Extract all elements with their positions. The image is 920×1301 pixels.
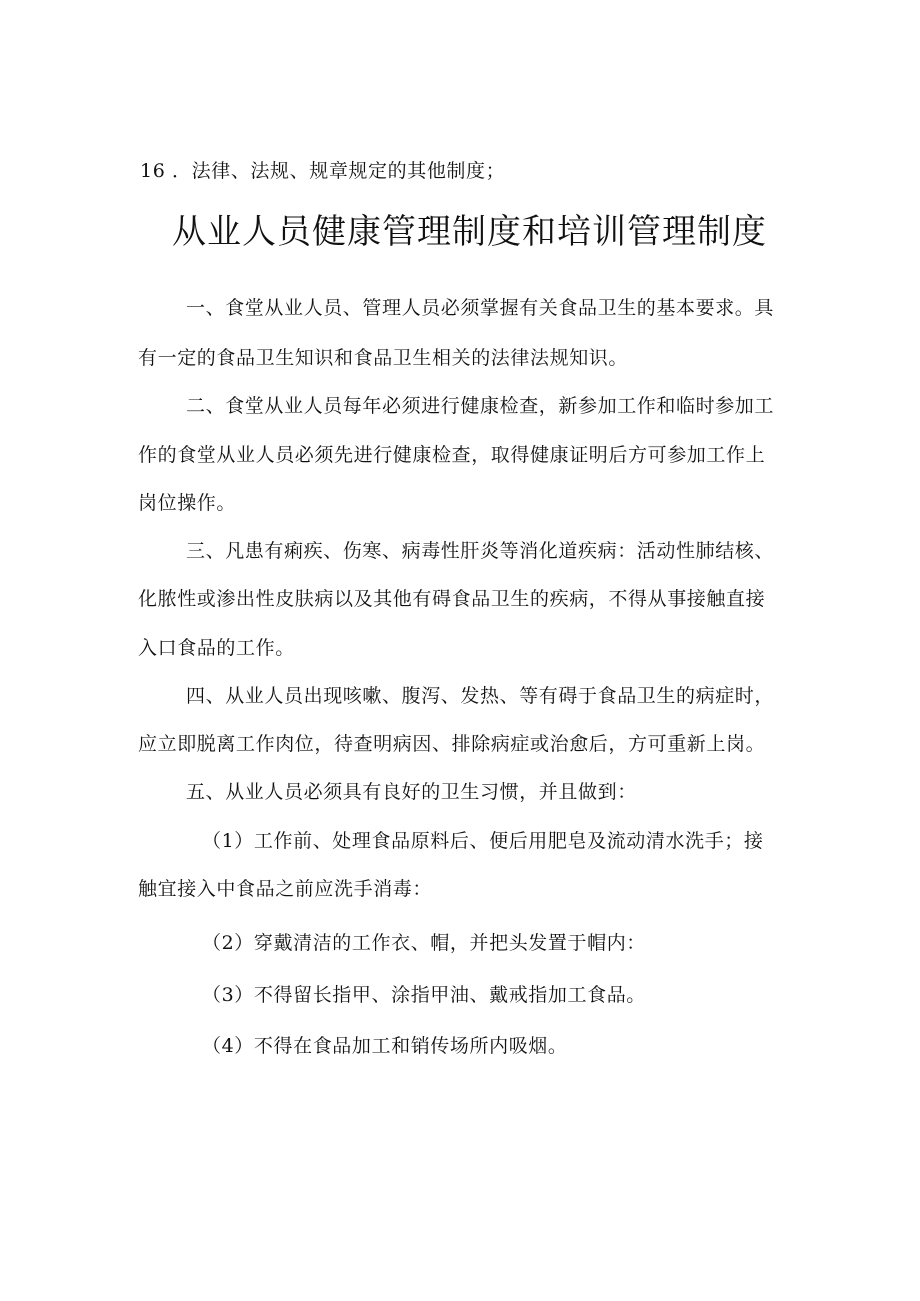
paragraph-2-line-2: 作的食堂从业人员必须先进行健康检查，取得健康证明后方可参加工作上 [138, 444, 766, 466]
document-title: 从业人员健康管理制度和培训管理制度 [172, 212, 767, 252]
sub-item-1-line-2: 触宜接入中食品之前应洗手消毒： [138, 878, 433, 900]
sub-item-3: （3）不得留长指甲、涂指甲油、戴戒指加工食品。 [202, 984, 646, 1006]
sub-item-1-line-1: （1）工作前、处理食品原料后、便后用肥皂及流动清水洗手；接 [202, 830, 764, 852]
paragraph-1-line-2: 有一定的食品卫生知识和食品卫生相关的法律法规知识。 [138, 347, 629, 369]
paragraph-3-line-2: 化脓性或渗出性皮肤病以及其他有碍食品卫生的疾病，不得从事接触直接 [138, 588, 766, 610]
paragraph-4-line-2: 应立即脱离工作肉位，待查明病因、排除病症或治愈后，方可重新上岗。 [138, 733, 766, 755]
sub-item-2: （2）穿戴清洁的工作衣、帽，并把头发置于帽内： [202, 932, 646, 954]
preceding-list-item: 16 ．法律、法规、规章规定的其他制度； [140, 160, 506, 182]
paragraph-3-line-1: 三、凡患有痢疾、伤寒、病毒性肝炎等消化道疾病：活动性肺结核、 [186, 540, 775, 562]
paragraph-4-line-1: 四、从业人员出现咳嗽、腹泻、发热、等有碍于食品卫生的病症时， [186, 685, 775, 707]
sub-item-4: （4）不得在食品加工和销传场所内吸烟。 [202, 1035, 568, 1057]
paragraph-1-line-1: 一、食堂从业人员、管理人员必须掌握有关食品卫生的基本要求。具 [186, 297, 775, 319]
paragraph-5-line-1: 五、从业人员必须具有良好的卫生习惯，并且做到： [186, 781, 637, 803]
paragraph-2-line-3: 岗位操作。 [138, 492, 237, 514]
paragraph-2-line-1: 二、食堂从业人员每年必须进行健康检查，新参加工作和临时参加工 [186, 395, 775, 417]
paragraph-3-line-3: 入口食品的工作。 [138, 637, 295, 659]
